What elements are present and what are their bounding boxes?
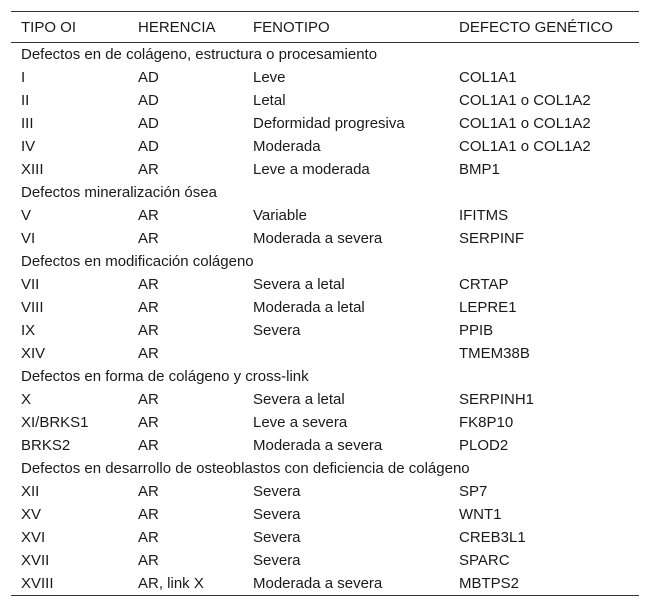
table-row bbox=[11, 89, 639, 112]
cell-tipo-oi: V bbox=[21, 207, 32, 224]
cell-tipo-oi: XVIII bbox=[21, 575, 54, 592]
table-row bbox=[11, 296, 639, 319]
group-row bbox=[11, 365, 639, 388]
cell-tipo-oi: BRKS2 bbox=[21, 437, 71, 454]
cell-fenotipo: Moderada bbox=[253, 138, 321, 155]
cell-herencia: AR bbox=[138, 414, 159, 431]
header-fenotipo: FENOTIPO bbox=[253, 18, 330, 36]
cell-fenotipo: Variable bbox=[253, 207, 307, 224]
cell-fenotipo: Severa bbox=[253, 529, 301, 546]
cell-defecto-genetico: SP7 bbox=[459, 483, 488, 500]
cell-defecto-genetico: SPARC bbox=[459, 552, 510, 569]
cell-herencia: AD bbox=[138, 69, 159, 86]
cell-herencia: AR bbox=[138, 529, 159, 546]
cell-defecto-genetico: CRTAP bbox=[459, 276, 509, 293]
cell-tipo-oi: VI bbox=[21, 230, 36, 247]
cell-herencia: AR bbox=[138, 207, 159, 224]
group-row bbox=[11, 457, 639, 480]
cell-fenotipo: Severa a letal bbox=[253, 391, 345, 408]
group-title: Defectos en forma de colágeno y cross-link bbox=[21, 368, 309, 385]
header-herencia: HERENCIA bbox=[138, 18, 216, 36]
table-row bbox=[11, 526, 639, 549]
table-row bbox=[11, 434, 639, 457]
cell-tipo-oi: XII bbox=[21, 483, 40, 500]
cell-herencia: AD bbox=[138, 115, 159, 132]
cell-fenotipo: Leve a severa bbox=[253, 414, 348, 431]
oi-classification-table bbox=[11, 11, 639, 596]
cell-herencia: AR bbox=[138, 276, 159, 293]
cell-fenotipo: Moderada a letal bbox=[253, 299, 365, 316]
cell-fenotipo: Moderada a severa bbox=[253, 230, 383, 247]
cell-tipo-oi: XVI bbox=[21, 529, 46, 546]
cell-defecto-genetico: PLOD2 bbox=[459, 437, 509, 454]
cell-fenotipo: Severa bbox=[253, 506, 301, 523]
cell-herencia: AR bbox=[138, 483, 159, 500]
cell-tipo-oi: VII bbox=[21, 276, 40, 293]
table-row bbox=[11, 273, 639, 296]
cell-defecto-genetico: WNT1 bbox=[459, 506, 502, 523]
group-row bbox=[11, 250, 639, 273]
table-row bbox=[11, 158, 639, 181]
cell-fenotipo: Letal bbox=[253, 92, 286, 109]
cell-defecto-genetico: COL1A1 o COL1A2 bbox=[459, 115, 591, 132]
cell-herencia: AR bbox=[138, 552, 159, 569]
group-row bbox=[11, 43, 639, 67]
cell-fenotipo: Severa bbox=[253, 483, 301, 500]
cell-defecto-genetico: CREB3L1 bbox=[459, 529, 526, 546]
table-row bbox=[11, 342, 639, 365]
cell-herencia: AD bbox=[138, 92, 159, 109]
cell-herencia: AR bbox=[138, 437, 159, 454]
group-title: Defectos en de colágeno, estructura o procesamiento bbox=[21, 46, 378, 63]
cell-defecto-genetico: MBTPS2 bbox=[459, 575, 520, 592]
oi-classification-table-container bbox=[11, 11, 639, 596]
cell-tipo-oi: I bbox=[21, 69, 26, 86]
cell-defecto-genetico: SERPINH1 bbox=[459, 391, 535, 408]
table-row bbox=[11, 135, 639, 158]
group-title: Defectos mineralización ósea bbox=[21, 184, 217, 201]
table-row bbox=[11, 227, 639, 250]
table-row bbox=[11, 480, 639, 503]
cell-fenotipo bbox=[243, 342, 449, 365]
cell-tipo-oi: IV bbox=[21, 138, 36, 155]
group-title: Defectos en desarrollo de osteoblastos con deficiencia de colágeno bbox=[21, 460, 470, 477]
table-row bbox=[11, 112, 639, 135]
cell-defecto-genetico: TMEM38B bbox=[459, 345, 530, 362]
table-header bbox=[11, 12, 639, 43]
cell-defecto-genetico: FK8P10 bbox=[459, 414, 514, 431]
cell-fenotipo: Severa bbox=[253, 552, 301, 569]
cell-defecto-genetico: LEPRE1 bbox=[459, 299, 517, 316]
cell-herencia: AR bbox=[138, 299, 159, 316]
cell-fenotipo: Deformidad progresiva bbox=[253, 115, 405, 132]
cell-tipo-oi: XIV bbox=[21, 345, 46, 362]
table-row bbox=[11, 572, 639, 596]
table-row bbox=[11, 204, 639, 227]
cell-tipo-oi: XV bbox=[21, 506, 42, 523]
cell-defecto-genetico: COL1A1 bbox=[459, 69, 517, 86]
cell-herencia: AR, link X bbox=[138, 575, 204, 592]
table-row bbox=[11, 66, 639, 89]
cell-fenotipo: Severa bbox=[253, 322, 301, 339]
cell-defecto-genetico: SERPINF bbox=[459, 230, 525, 247]
cell-herencia: AR bbox=[138, 322, 159, 339]
cell-defecto-genetico: PPIB bbox=[459, 322, 494, 339]
cell-defecto-genetico: IFITMS bbox=[459, 207, 509, 224]
table-row bbox=[11, 549, 639, 572]
cell-defecto-genetico: COL1A1 o COL1A2 bbox=[459, 92, 591, 109]
table-row bbox=[11, 411, 639, 434]
group-title: Defectos en modificación colágeno bbox=[21, 253, 254, 270]
cell-tipo-oi: III bbox=[21, 115, 34, 132]
cell-fenotipo: Moderada a severa bbox=[253, 575, 383, 592]
table-body bbox=[11, 43, 639, 596]
table-row bbox=[11, 319, 639, 342]
cell-defecto-genetico: COL1A1 o COL1A2 bbox=[459, 138, 591, 155]
cell-herencia: AR bbox=[138, 391, 159, 408]
cell-herencia: AR bbox=[138, 161, 159, 178]
table-row bbox=[11, 388, 639, 411]
cell-herencia: AR bbox=[138, 230, 159, 247]
cell-fenotipo: Leve a moderada bbox=[253, 161, 370, 178]
cell-herencia: AD bbox=[138, 138, 159, 155]
cell-tipo-oi: II bbox=[21, 92, 30, 109]
cell-tipo-oi: VIII bbox=[21, 299, 44, 316]
header-defecto-genetico: DEFECTO GENÉTICO bbox=[459, 18, 613, 36]
cell-tipo-oi: XIII bbox=[21, 161, 44, 178]
cell-herencia: AR bbox=[138, 506, 159, 523]
cell-tipo-oi: IX bbox=[21, 322, 36, 339]
cell-fenotipo: Leve bbox=[253, 69, 286, 86]
header-row bbox=[11, 12, 639, 43]
cell-fenotipo: Severa a letal bbox=[253, 276, 345, 293]
group-row bbox=[11, 181, 639, 204]
cell-herencia: AR bbox=[138, 345, 159, 362]
cell-tipo-oi: XVII bbox=[21, 552, 50, 569]
cell-tipo-oi: XI/BRKS1 bbox=[21, 414, 89, 431]
cell-tipo-oi: X bbox=[21, 391, 32, 408]
cell-fenotipo: Moderada a severa bbox=[253, 437, 383, 454]
cell-defecto-genetico: BMP1 bbox=[459, 161, 500, 178]
table-row bbox=[11, 503, 639, 526]
header-tipo-oi: TIPO OI bbox=[21, 18, 77, 36]
